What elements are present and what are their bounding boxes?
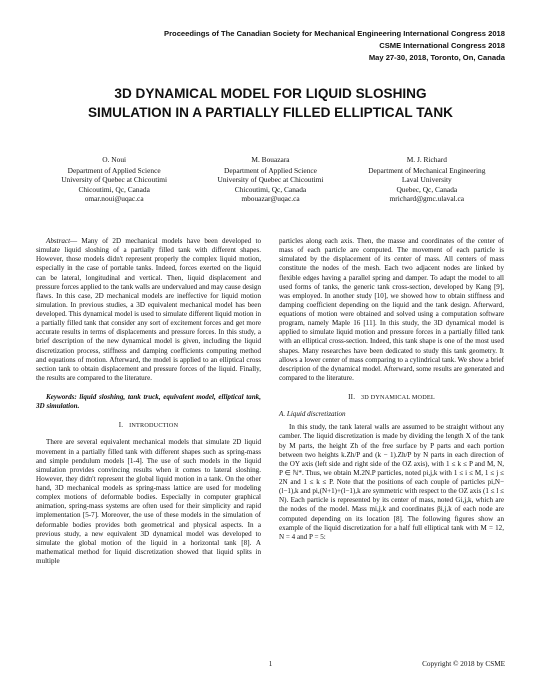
two-column-body	[36, 237, 504, 566]
section-heading-introduction	[36, 421, 261, 430]
copyright-notice: Copyright © 2018 by CSME	[422, 660, 505, 668]
author-city: Chicoutimi, Qc, Canada	[78, 184, 150, 194]
author-university: University of Quebec at Chicoutimi	[217, 175, 324, 185]
author-university: University of Quebec at Chicoutimi	[61, 175, 168, 185]
author-name: M. Bouazara	[251, 155, 290, 164]
author-email[interactable]: mrichard@gmc.ulaval.ca	[389, 194, 465, 204]
author-city: Chicoutimi, Qc, Canada	[234, 184, 307, 194]
discretization-paragraph: In this study, the tank lateral walls are assumed to be straight without any camber. The liquid discretization is made by dividing the length X of the tank by M parts, the height Zh of the free surface by P parts and each portion between two heights k.Zh/P and (k − 1).Zh/P by N parts in each direction of the OY axis (left side and right side of the OZ axis), with 1 ≤ k ≤ P and M, N, P ∈ ℕ*. Thus, we obtain M.2N.P particles, noted pi,j,k with 1 ≤ i ≤ M, 1 ≤ j ≤ 2N and 1 ≤ k ≤ P. Note that the positions of each couple of particles pi,N−(l−1),k and pi,(N+1)+(l−1),k are symmetric with respect to the OZ axis (1 ≤ l ≤ N). Each particle is represented by its center of mass, noted Gi,j,k, which are the nodes of the model. Mass mi,j,k and coordinates βi,j,k of each node are computed depending on its location [8]. The following figures show an example of the liquid discretization for a half full elliptical tank with M = 12, N = 4 and P = 5:	[279, 423, 504, 541]
conference-header	[164, 28, 505, 64]
section-title: 3D DYNAMICAL MODEL	[361, 394, 435, 401]
abstract-label: Abstract	[46, 237, 71, 245]
author-block	[36, 155, 505, 204]
author-city: Quebec, Qc, Canada	[396, 184, 458, 194]
introduction-paragraph: There are several equivalent mechanical models that simulate 2D liquid movement in a partially filled tank with different shapes such as spring-mass and simple pendulum models [1-4]. The use of such models in the liquid simulation provides convincing results when it comes to lateral sloshing. However, they didn't represent the global liquid motion in a tank. On the other hand, 3D mechanical models as spring-mass lattice are used for modeling complex motions of deformable bodies. Especially in computer graphical animation, spring-mass systems are often used for their simplicity and rapid implementation [5-7]. Moreover, the use of these models in the simulation of deformable bodies provides both geometrical and physical aspects. In a previous study, a new equivalent 3D dynamical model was developed to simulate the global motion of the liquid in a horizontal tank [8]. A mathematical method for liquid discretization showed that liquid splits in multiple	[36, 438, 261, 565]
author-2	[192, 155, 348, 204]
author-1	[36, 155, 192, 204]
page-number: 1	[268, 660, 273, 668]
author-3	[349, 155, 505, 204]
keywords: Keywords: liquid sloshing, tank truck, equivalent model, elliptical tank, 3D simulation.	[36, 393, 261, 411]
paper-title	[30, 84, 511, 122]
section-number: II.	[348, 393, 356, 401]
author-email[interactable]: mbouazar@uqac.ca	[241, 194, 300, 204]
section-heading-model	[279, 393, 504, 402]
title-line-2: SIMULATION IN A PARTIALLY FILLED ELLIPTICAL TANK	[87, 105, 453, 120]
section-title: INTRODUCTION	[129, 422, 179, 430]
left-column	[36, 237, 261, 566]
right-column	[279, 237, 504, 566]
author-name: M. J. Richard	[406, 155, 447, 164]
author-email[interactable]: omar.noui@uqac.ca	[84, 194, 144, 204]
abstract-text: — Many of 2D mechanical models have been developed to simulate liquid sloshing of a partially filled tank with different shapes. However, those models didn't represent properly the complex liquid motion, especially in the case of portable tanks. Indeed, forces exerted on the liquid can be lateral, longitudinal and vertical. Then, liquid displacement and pressure forces applied to the tank walls are undervalued and may cause design flaws. In this case, 2D mechanical models are ineffective for liquid motion simulation. In previous studies, a 3D equivalent mechanical model has been developed. This dynamical model is used to simulate different liquid motion in a partially filled tank that consider any sort of excitement forces and get more accurate results in terms of displacements and pressure forces. In this study, a brief description of the new dynamical model is given, including the liquid discretization process, stiffness and damping coefficients computing method and equations of motion. Afterward, the model is applied to an elliptical cross section tank to obtain displacement and pressure forces of the liquid. Finally, the results are compared to the literature.	[36, 237, 261, 382]
conference-line-2: CSME International Congress 2018	[379, 41, 505, 50]
title-line-1: 3D DYNAMICAL MODEL FOR LIQUID SLOSHING	[114, 86, 427, 101]
introduction-continued-paragraph: particles along each axis. Then, the masse and coordinates of the center of mass of each particle are computed. The movement of each particle is simulated by the displacement of its center of mass. All centers of mass constitute the nodes of the mesh. Each two adjacent nodes are linked by flexible edges having a parallel spring and damper. To adapt the model to all used forms of tanks, the generic tank cross-section, developed by Kang [9], was employed. In another study [10], we showed how to obtain stiffness and damping coefficient depending on the liquid and the tank design. Afterward, equations of motion were obtained and solved using a computation software program, namely Maple 16 [11]. In this study, the 3D dynamical model is applied to simulate liquid motion and pressure forces in a partially filled tank with an elliptical cross-section. Indeed, this tank shape is one of the most used shapes. Many researches have been dedicated to study this tank geometry. It allows a lower center of mass comparing to a cylindrical tank. We show a brief description of the dynamical model. Afterward, some results are generated and compared to the literature.	[279, 237, 504, 382]
conference-line-1: Proceedings of The Canadian Society for Mechanical Engineering International Congress 2018	[164, 29, 505, 38]
author-department: Department of Applied Science	[224, 165, 317, 175]
author-name: O. Noui	[102, 155, 127, 164]
author-university: Laval University	[401, 175, 452, 185]
section-number: I.	[118, 421, 124, 430]
author-department: Department of Applied Science	[67, 165, 161, 175]
abstract-paragraph	[36, 237, 261, 383]
conference-line-3: May 27-30, 2018, Toronto, On, Canada	[368, 53, 505, 62]
author-department: Department of Mechanical Engineering	[368, 165, 486, 175]
subsection-heading: A. Liquid discretization	[279, 410, 346, 419]
